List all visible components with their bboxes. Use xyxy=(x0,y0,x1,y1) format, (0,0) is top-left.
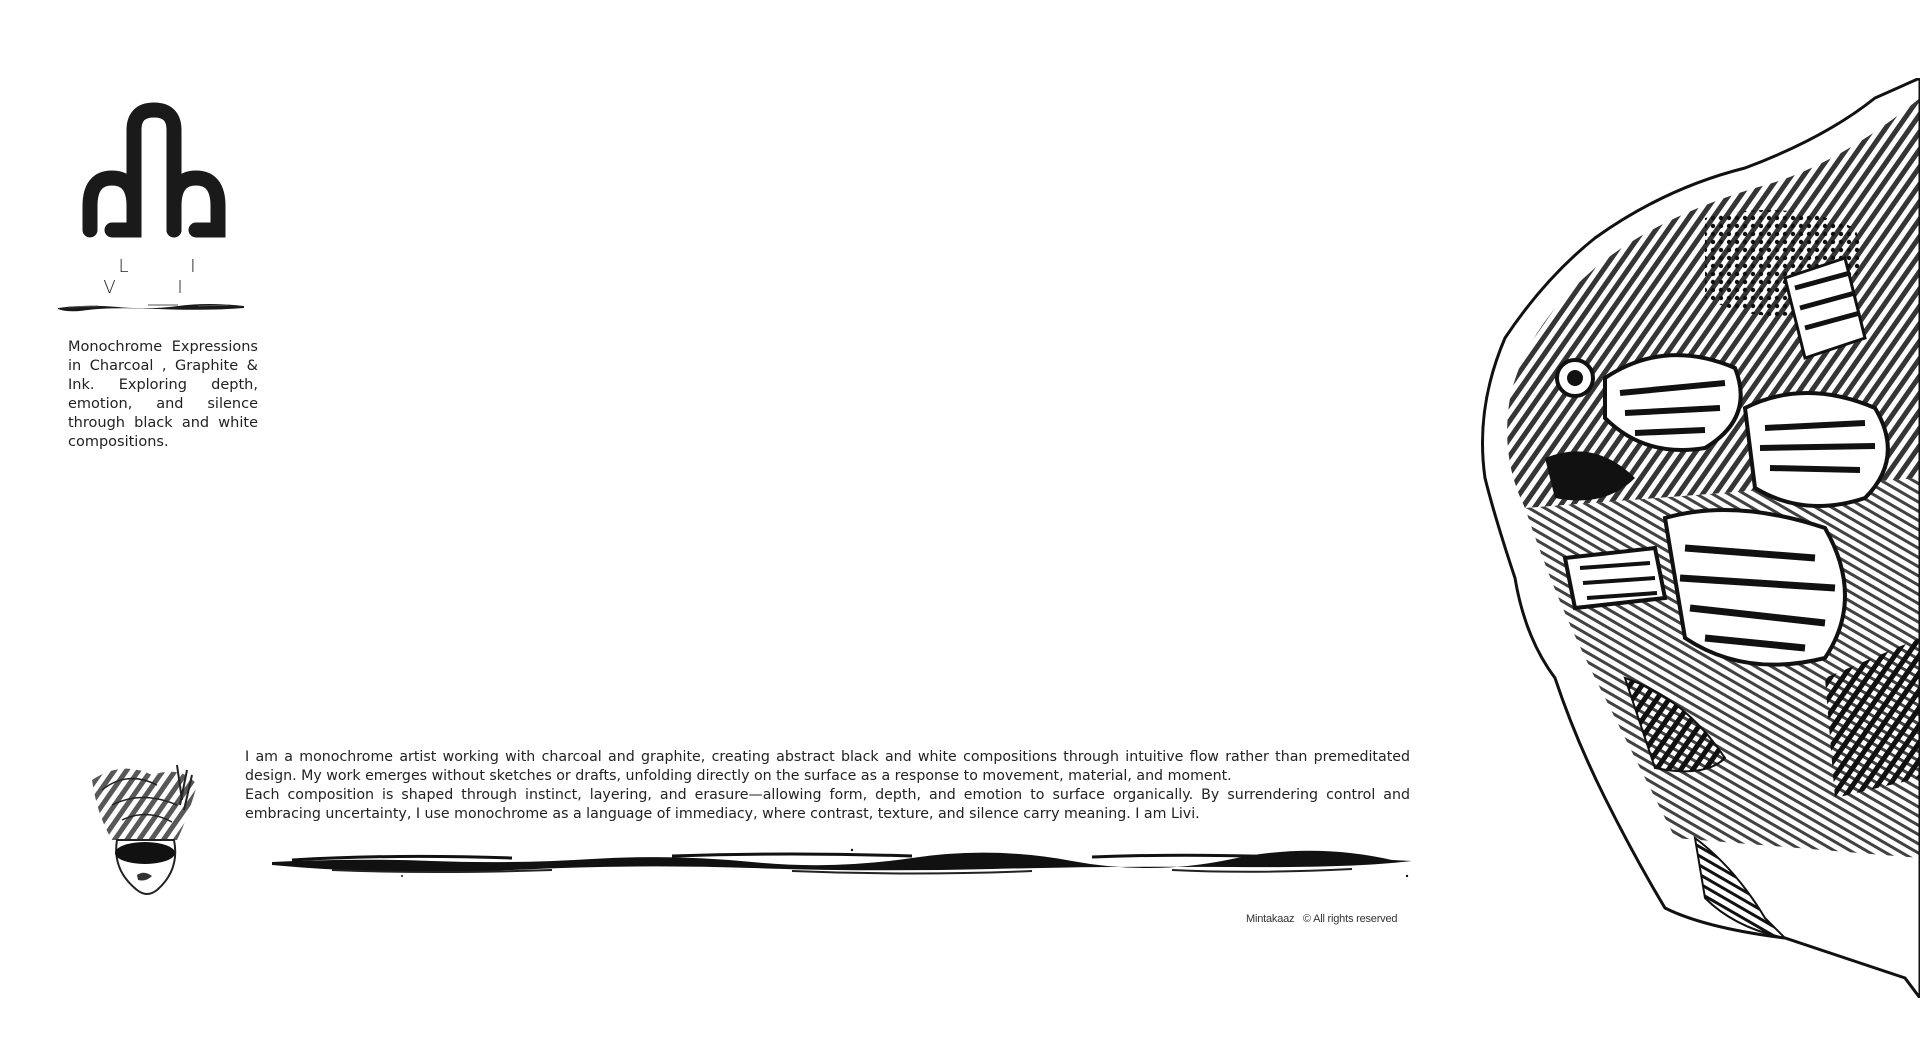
artist-portrait-icon xyxy=(82,760,207,900)
statement-paragraph-2: Each composition is shaped through instinct, layering, and erasure—allowing form, depth, and emotion to surface organically. By surrendering control and embracing uncertainty, I use monochrome as a language of immediacy, where contrast, texture, and silence carry meaning. I am Livi. xyxy=(245,787,1410,822)
brand-logo[interactable] xyxy=(72,98,242,298)
statement-paragraph-1: I am a monochrome artist working with charcoal and graphite, creating abstract black and white compositions through intuitive flow rather than premeditated design. My work emerges without sketches or drafts, unfolding directly on the surface as a response to movement, material, and moment. xyxy=(245,749,1410,784)
livi-script-logo-icon xyxy=(72,98,242,248)
logo-letters: L I V I xyxy=(103,256,224,298)
brush-divider-long xyxy=(272,846,1417,880)
footer-credit[interactable]: Mintakaaz xyxy=(1246,913,1295,925)
footer xyxy=(1246,913,1397,925)
artist-statement xyxy=(245,748,1410,824)
abstract-ink-face-artwork xyxy=(1405,78,1920,998)
brush-divider-small xyxy=(58,300,244,314)
tagline: Monochrome Expressions in Charcoal , Graphite & Ink. Exploring depth, emotion, and silence through black and white compositions. xyxy=(68,339,258,450)
footer-copyright: © All rights reserved xyxy=(1302,913,1398,925)
